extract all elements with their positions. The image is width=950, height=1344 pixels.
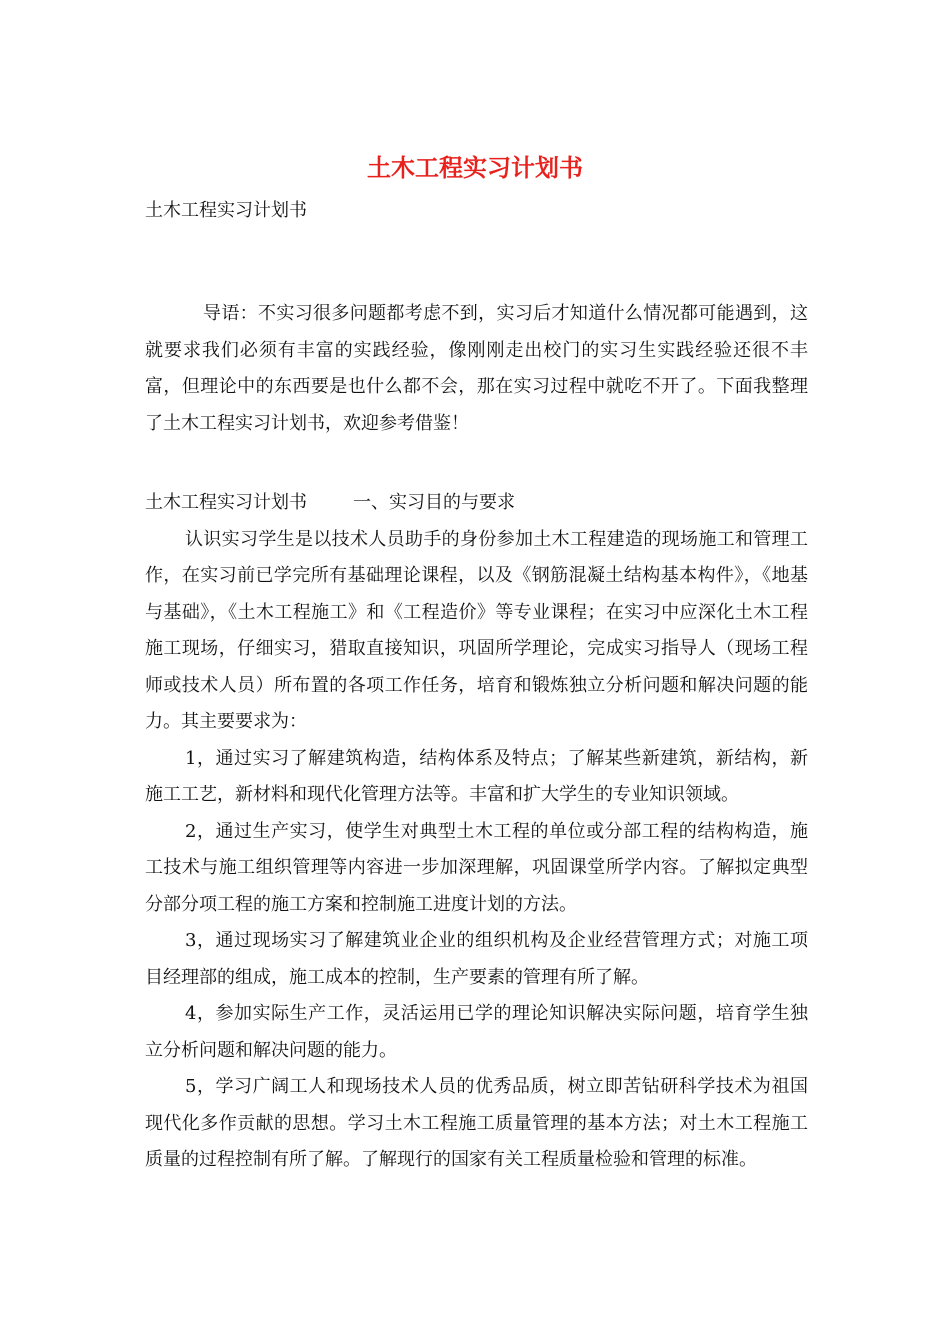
requirement-item-5: 5，学习广阔工人和现场技术人员的优秀品质，树立即苦钻研科学技术为祖国现代化多作贡献的思想。学习土木工程施工质量管理的基本方法；对土木工程施工质量的过程控制有所了解。了解现行的国家有关工程质量检验和管理的标准。 (145, 1076, 808, 1170)
requirement-item-4: 4，参加实际生产工作，灵活运用已学的理论知识解决实际问题，培育学生独立分析问题和解决问题的能力。 (145, 1003, 808, 1061)
body-paragraph-purpose: 认识实习学生是以技术人员助手的身份参加土木工程建造的现场施工和管理工作，在实习前已学完所有基础理论课程，以及《钢筋混凝土结构基本构件》，《地基与基础》，《土木工程施工》和《工程造价》等专业课程；在实习中应深化土木工程施工现场，仔细实习，猎取直接知识，巩固所学理论，完成实习指导人（现场工程师或技术人员）所布置的各项工作任务，培育和锻炼独立分析问题和解决问题的能力。其主要要求为： (145, 528, 808, 732)
section-heading-title: 一、实习目的与要求 (353, 492, 515, 513)
requirement-item-3: 3，通过现场实习了解建筑业企业的组织机构及企业经营管理方式；对施工项目经理部的组成，施工成本的控制，生产要素的管理有所了解。 (145, 930, 808, 988)
document-title: 土木工程实习计划书 (367, 153, 583, 182)
requirement-item-1: 1，通过实习了解建筑构造，结构体系及特点；了解某些新建筑，新结构，新施工工艺，新材料和现代化管理方法等。丰富和扩大学生的专业知识领域。 (145, 747, 808, 805)
requirement-item-2: 2，通过生产实习，使学生对典型土木工程的单位或分部工程的结构构造，施工技术与施工组织管理等内容进一步加深理解，巩固课堂所学内容。了解拟定典型分部分项工程的施工方案和控制施工进度计划的方法。 (145, 820, 808, 915)
document-subtitle: 土木工程实习计划书 (145, 200, 307, 221)
section-heading-doc-name: 土木工程实习计划书 (145, 492, 307, 513)
paragraph-gap (145, 442, 808, 485)
section-heading (145, 485, 808, 522)
intro-paragraph: 导语：不实习很多问题都考虑不到，实习后才知道什么情况都可能遇到，这就要求我们必须有丰富的实践经验，像刚刚走出校门的实习生实践经验还很不丰富，但理论中的东西要是也什么都不会，那在实习过程中就吃不开了。下面我整理了土木工程实习计划书，欢迎参考借鉴！ (145, 303, 808, 434)
document-body (145, 296, 808, 1179)
